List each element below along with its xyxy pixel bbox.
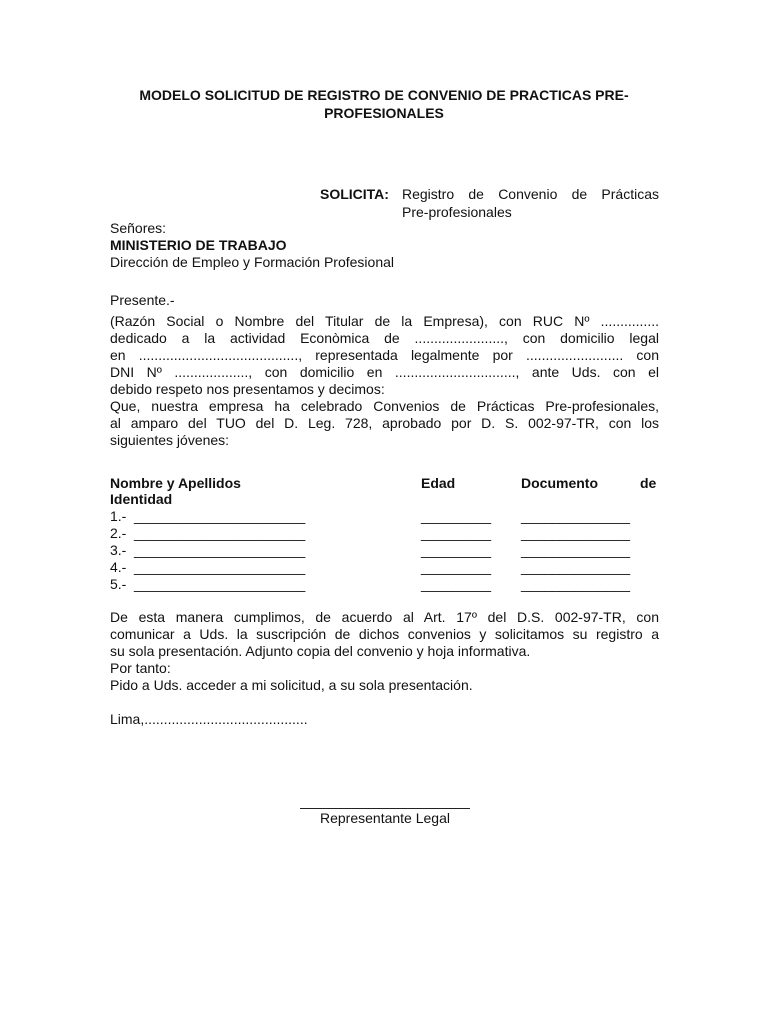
document-blank: ______________ (521, 508, 631, 524)
solicita-text-line-2: Pre-profesionales (402, 204, 512, 220)
ministry-name: MINISTERIO DE TRABAJO (110, 237, 287, 253)
title-line-2: PROFESIONALES (324, 105, 444, 121)
body-line: al amparo del TUO del D. Leg. 728, aprobado por D. S. 002-97-TR, con los (110, 415, 659, 431)
column-header-document: Documento (521, 475, 598, 491)
name-blank: ______________________ (134, 542, 306, 558)
column-header-name: Nombre y Apellidos (110, 475, 241, 491)
age-blank: _________ (421, 525, 492, 541)
solicita-text-line-1: Registro de Convenio de Prácticas (402, 186, 659, 202)
title-line-1: MODELO SOLICITUD DE REGISTRO DE CONVENIO DE PRACTICAS PRE- (139, 87, 629, 103)
row-number: 5.- (110, 576, 127, 592)
place-date: Lima,.......................................... (110, 711, 308, 727)
closing-line: comunicar a Uds. la suscripción de dichos convenios y solicitamos su registro a (110, 626, 659, 642)
column-header-document-de: de (640, 475, 657, 491)
request-line: Pido a Uds. acceder a mi solicitud, a su sola presentación. (110, 677, 473, 693)
name-blank: ______________________ (134, 508, 306, 524)
column-header-age: Edad (421, 475, 456, 491)
signature-line (300, 798, 470, 809)
body-line: Que, nuestra empresa ha celebrado Convenios de Prácticas Pre-profesionales, (110, 398, 659, 414)
row-number: 1.- (110, 508, 127, 524)
column-header-identity: Identidad (110, 491, 173, 507)
document-blank: ______________ (521, 559, 631, 575)
closing-line: De esta manera cumplimos, de acuerdo al Art. 17º del D.S. 002-97-TR, con (110, 609, 659, 625)
body-line: (Razón Social o Nombre del Titular de la Empresa), con RUC Nº ............... (110, 313, 659, 329)
closing-line: su sola presentación. Adjunto copia del convenio y hoja informativa. (110, 643, 531, 659)
name-blank: ______________________ (134, 525, 306, 541)
body-line: DNI Nº ..................., con domicilio en ..............................., ante Uds. con el (110, 364, 659, 380)
document-blank: ______________ (521, 525, 631, 541)
body-line: en ........................................., representada legalmente por ......................... con (110, 347, 659, 363)
por-tanto: Por tanto: (110, 660, 171, 676)
body-line: debido respeto nos presentamos y decimos: (110, 381, 385, 397)
name-blank: ______________________ (134, 576, 306, 592)
direction-name: Dirección de Empleo y Formación Profesional (110, 254, 395, 270)
greeting: Señores: (110, 220, 167, 236)
age-blank: _________ (421, 576, 492, 592)
name-blank: ______________________ (134, 559, 306, 575)
row-number: 2.- (110, 525, 127, 541)
age-blank: _________ (421, 542, 492, 558)
signature-label: Representante Legal (320, 810, 450, 826)
row-number: 3.- (110, 542, 127, 558)
document-title (100, 86, 668, 122)
age-blank: _________ (421, 508, 492, 524)
age-blank: _________ (421, 559, 492, 575)
row-number: 4.- (110, 559, 127, 575)
body-line: dedicado a la actividad Econòmica de ......................., con domicilio legal (110, 330, 659, 346)
document-blank: ______________ (521, 576, 631, 592)
solicita-label: SOLICITA: (320, 186, 389, 202)
document-blank: ______________ (521, 542, 631, 558)
body-line: siguientes jóvenes: (110, 432, 230, 448)
presente: Presente.- (110, 292, 175, 308)
